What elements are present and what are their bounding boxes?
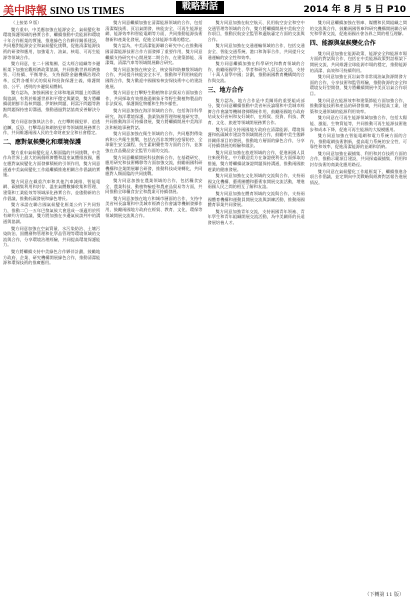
- paragraph: 雙方同意加強在頁岩氣等非常規油氣資源開發方面的合作，分享技術和監管經驗，推動資源的安全和環境友好型開發，雙方將繼續開展中美頁岩氣合作項目。: [309, 74, 407, 96]
- paragraph: 雙方同意繼續加強在清潔能源領域的合作，包括清潔煤技術、頁岩氣開發、核能安全、可再生能源並網、能源效率和智能電網等方面，共同推動能源技術創新和產業化發展，促進全球能源市場的穩定。: [105, 20, 203, 42]
- paragraph: 雙方同意加強在農業領域的合作，包括糧食安全、農業科技、動植物檢疫和農產品貿易等方面，共同推動全球糧食安全和農業可持續發展。: [105, 178, 203, 195]
- article-columns: [3, 20, 407, 595]
- paragraph: 雙方同意加強在文化領域的交流與合作，支持兩國文化機構、藝術團體和藝術家開展交流活動，增進兩國人民之間的相互了解和友誼。: [207, 173, 305, 190]
- section-heading: 四、能源與氣候變化合作: [309, 39, 376, 47]
- paragraph: 雙方同意加強在能源政策、能源安全和能源市場方面的對話與合作，包括在中美能源政策對話框架下開展交流，共同維護全球能源市場的穩定，推動能源的清潔、高效和可持續利用。: [309, 50, 407, 73]
- paragraph: 雙方同意加強青年交流，支持兩國青年領袖、青年學生和青年組織開展交流活動，為中美關係的長遠發展培養人才。: [207, 208, 305, 225]
- paragraph: 雙方同意加強在交通運輸領域的合作，包括交通安全、智能交通系統、港口和海事合作，共同提升交通運輸的安全性和效率。: [207, 43, 305, 60]
- paragraph: 雙方同意加強在核安全、核安保和防擴散領域的合作，共同提升核能安全水平，推動和平利用核能的國際合作，雙方歡迎中國國家核安保技術中心的建設進展。: [105, 66, 203, 89]
- paragraph: 雙方同意加強在體育領域的交流與合作，支持兩國體育機構和運動員開展交流與訓練活動，推動兩國體育事業共同發展。: [207, 191, 305, 208]
- article-column: [105, 20, 202, 595]
- paragraph: 雙方同意，在二十國集團、亞太經合組織等多邊框架下加強宏觀經濟政策協調，共同推動世界經濟強勁、可持續、平衡增長，支持國際金融機構治理改革，反對各種形式的貿易和投資保護主義，維護開放、公平、透明的多邊貿易體制。: [3, 61, 101, 89]
- section-title: 戰略對話: [176, 1, 224, 14]
- masthead-chinese: 美中時報: [3, 4, 47, 17]
- section-heading: 二、應對氣候變化和環境保護: [3, 138, 82, 146]
- paragraph: 雙方同意加強執法合作，在打擊跨國犯罪、追逃追贓、反恐、打擊毒品和網絡犯罪等領域開展務實合作，共同維護兩國人民的生命財產安全和社會穩定。: [3, 119, 101, 136]
- paragraph: 雙方同意加強在碳捕集、利用和封存技術方面的合作，推動示範項目建設，共同探索碳捕集、利用和封存技術的商業化應用路徑。: [309, 150, 407, 168]
- section-heading: 三、地方合作: [207, 86, 244, 94]
- paragraph: 雙方重申氣候變化是人類面臨的共同挑戰，中美作為世界上最大的兩個經濟體和溫室氣體排放國，應在應對氣候變化方面發揮積極的引領作用，雙方同意通過中美氣候變化工作組繼續推進相關合作倡議的實施。: [3, 149, 101, 178]
- article-column: [3, 20, 100, 595]
- paragraph: 雙方同意繼續加強在智庫、媒體和民間組織之間的交流與合作，鼓勵兩國智庫和研究機構開展聯合研究和學術交流，促進兩國社會各界之間的相互理解。: [309, 20, 407, 37]
- paragraph: 雙方同意加強在衛生領域的合作，共同應對傳染病和公共衛生挑戰，包括在西非埃博拉疫情防控、全球衛生安全議程、抗生素耐藥性等方面的合作，並加強在食品藥品安全監管方面的交流。: [105, 131, 203, 154]
- paragraph: 雙方認為，加強兩國在全球和地區問題上的溝通與協調，有利於維護世界和平穩定與繁榮，雙方將繼續就朝鮮半島核問題、伊朗核問題、阿富汗問題等熱點問題保持密切溝通，推動通過對話協商妥善解決分歧。: [3, 90, 101, 118]
- paragraph: 雙方同意加強在海洋領域的合作，包括海洋科學研究、海洋環境保護、漁業資源管理和極地研究等，共同推動海洋可持續發展，雙方將繼續開展中美海洋法和極地事務對話。: [105, 107, 203, 130]
- masthead-english: SINO US TIMES: [50, 6, 125, 17]
- paragraph: 雙方同意加強在航空航天、民用航空安全和空中交通管理等領域的合作，雙方將繼續開展中美航空合作項目，推動民航安全監管和適航審定方面的交流與合作。: [207, 20, 305, 42]
- paragraph: 雙方同意繼續加強在科學研究和教育領域的合作，鼓勵兩國學生、學者和研究人員互訪交流，支持「十萬人留學中國」計劃，推動兩國教育機構間的合作與交流。: [207, 61, 305, 83]
- paragraph: 雙方承諾在聯合國氣候變化框架公約下共同努力，推動二〇一五年巴黎氣候大會達成一項適用於所有締約方的協議，雙方將加強在多邊氣候談判中的溝通與協調。: [3, 202, 101, 224]
- paragraph: 雙方認為，中美清潔能源聯合研究中心在推動兩國清潔能源技術合作方面發揮了重要作用，雙方同意繼續支持研究中心開展第二期合作，在建築節能、清潔煤、清潔汽車等領域開展聯合研究。: [105, 43, 203, 66]
- masthead-logo: [3, 2, 124, 18]
- paragraph: 雙方同意在打擊野生動植物非法貿易方面加強合作，共同採取有效措施遏制象牙等野生動植物製品的非法貿易，保護瀕危物種和生物多樣性。: [105, 90, 203, 107]
- paragraph: 雙方同意繼續開展科技創新合作，在基礎研究、應用研究和技術轉移等方面加強交流，鼓勵兩國科研機構和企業開展聯合研發，推動科技成果轉化，共同應對人類面臨的共同挑戰。: [105, 154, 203, 177]
- paragraph: 雙方同意加強在空氣質量、水污染防治、土壤污染防治、固體廢物管理和化學品管理等環境領域的交流與合作，分享環境治理經驗，共同提高環境保護能力。: [3, 225, 101, 248]
- paragraph: 雙方同意在可再生能源領域加強合作，包括太陽能、風能、生物質能等，共同推動可再生能源技術進步和成本下降，促進可再生能源的大規模應用。: [309, 115, 407, 132]
- continuation-note: （下轉第 11 版）: [364, 592, 404, 598]
- paragraph: 雙方同意加強在旅遊領域的合作，促進兩國人員往來便利化，中方歡迎美方在簽證便利化方面採取的措施，雙方將繼續就簽證問題保持溝通，推動兩國旅遊業的健康發展。: [207, 149, 305, 172]
- paragraph: 雙方同意加強在智能電網和電力系統方面的合作，推動電網技術創新，提高電力系統的安全性、可靠性和效率，促進清潔能源的並網和消納。: [309, 133, 407, 150]
- date-page-number: 2014 年 8 月 5 日 P10: [303, 5, 406, 15]
- paragraph: 雙方同意支持兩國地方政府在清潔能源、環境保護和低碳城市建設等領域開展合作，鼓勵中美生態夥伴關係項目的發展，推動地方層面的綠色合作，分享可持續發展的經驗和做法。: [207, 126, 305, 149]
- page-header: [0, 0, 410, 17]
- paragraph: （上接第 9 版）: [11, 20, 42, 25]
- article-column: [310, 20, 407, 595]
- paragraph: 雙方重申，中美應加強在能源安全、氣候變化和環境保護領域的務實合作，繼續推動中美能源和環境十年合作框架的實施，推進綠色合作夥伴關係建設，共同應對能源安全和氣候變化挑戰，促進清潔能源技術的研發和應用，加強電力、油氣、核電、可再生能源等領域合作。: [3, 26, 101, 60]
- paragraph: 雙方同意在能源效率和建築節能方面加強合作，推動節能技術和產品的研發推廣，共同提高工業、建築和交通領域的能源利用效率。: [309, 97, 407, 114]
- paragraph: 雙方將繼續支持中美綠色合作夥伴計劃，鼓勵地方政府、企業、研究機構開展綠色合作，推動清潔能源和環保技術的推廣應用。: [3, 248, 101, 266]
- paragraph: 雙方同意在氣候變化工作組框架下，繼續推進各項合作倡議，並定期向中美戰略與經濟對話報告進展情況。: [309, 168, 407, 185]
- paragraph: 雙方認為，地方合作是中美關係的重要組成部分，雙方同意繼續推動中美省州長論壇和中美城市經濟合作會議等機制發揮積極作用，鼓勵兩國地方政府結成友好省州和友好城市，在經貿、投資、科技、教育、文化、旅遊等領域開展務實合作。: [207, 97, 305, 125]
- article-column: [208, 20, 305, 595]
- paragraph: 雙方同意在載重汽車和其他汽車減排、智能電網、碳捕集利用和封存、溫室氣體數據收集和管理、建築和工業能效等領域深化務實合作，並啟動新的合作倡議，推動低碳發展和綠色增長。: [3, 178, 101, 201]
- paragraph: 雙方同意加強在地方和城市層面的合作，支持中美省州長論壇和中美城市經濟合作會議等機制發揮作用，鼓勵兩國地方政府在經貿、教育、文化、環保等領域開展交流與合作。: [105, 195, 203, 218]
